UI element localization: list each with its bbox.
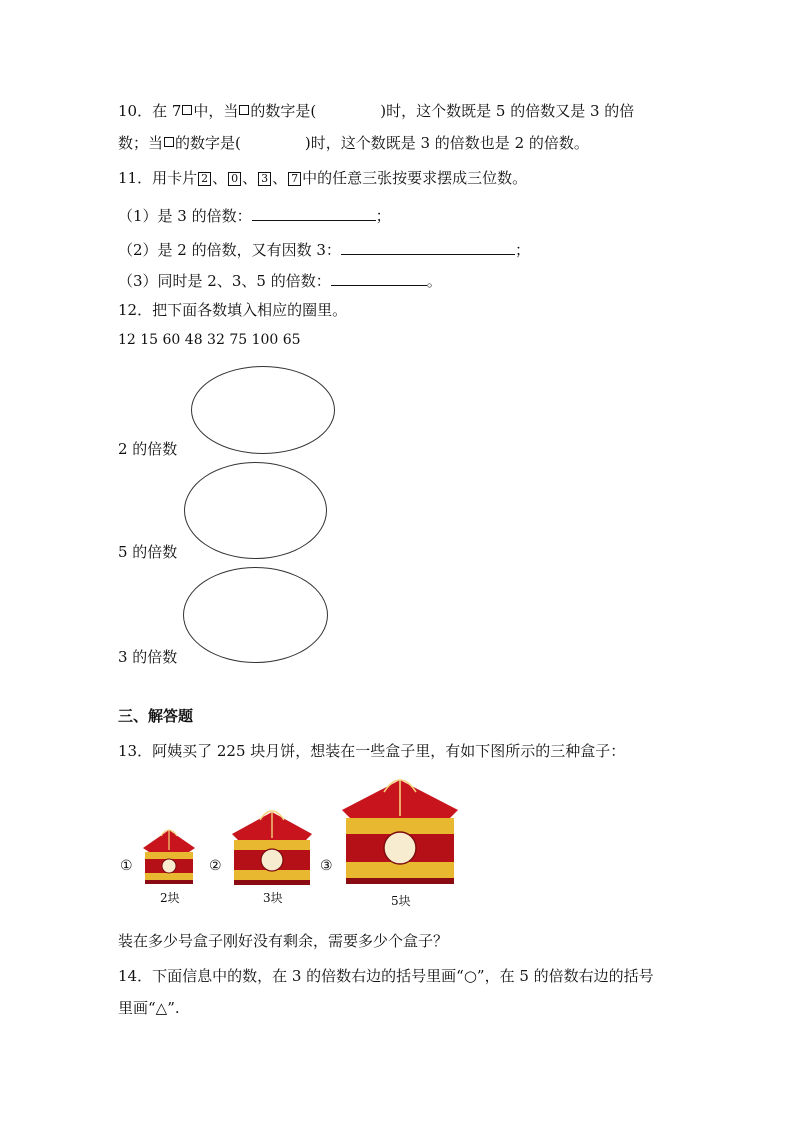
multiples-of-2-circle[interactable] <box>191 366 335 454</box>
mooncake-box-medium-image <box>226 808 318 888</box>
q13-stem: 13．阿姨买了 225 块月饼，想装在一些盒子里，有如下图所示的三种盒子： <box>118 742 626 760</box>
label-multiples-of-2: 2 的倍数 <box>118 440 178 458</box>
box-label-2: 3块 <box>263 891 283 905</box>
label-multiples-of-3: 3 的倍数 <box>118 648 178 666</box>
q12-stem: 12．把下面各数填入相应的圈里。 <box>118 301 348 319</box>
mooncake-box-large-image <box>336 776 464 888</box>
box-placeholder-icon <box>239 105 249 115</box>
box-number-3: ③ <box>320 858 333 874</box>
q11-answer-line-2[interactable] <box>341 239 515 255</box>
multiples-of-3-circle[interactable] <box>183 567 328 663</box>
q14-line2: 里画“△”. <box>118 999 180 1017</box>
box-number-1: ① <box>120 858 133 874</box>
q14-line1: 14．下面信息中的数，在 3 的倍数右边的括号里画“○”，在 5 的倍数右边的括号 <box>118 967 654 985</box>
multiples-of-5-circle[interactable] <box>184 462 327 559</box>
box-number-2: ② <box>209 858 222 874</box>
q11-answer-line-3[interactable] <box>331 270 427 286</box>
label-multiples-of-5: 5 的倍数 <box>118 543 178 561</box>
q11-stem: 11．用卡片 2 、 0 、 3 、 7 中的任意三张按要求摆成三位数。 <box>118 169 528 187</box>
box-placeholder-icon <box>164 137 174 147</box>
number-card: 3 <box>258 172 271 186</box>
q10-line1: 10．在 7 中，当 的数字是( )时，这个数既是 5 的倍数又是 3 的倍 <box>118 102 635 120</box>
number-card: 2 <box>198 172 211 186</box>
mooncake-box-small-image <box>137 826 201 888</box>
box-label-1: 2块 <box>160 891 180 905</box>
q11-sub2: （2）是 2 的倍数，又有因数 3： ； <box>118 241 530 259</box>
section-title: 三、解答题 <box>118 707 194 725</box>
number-card: 0 <box>228 172 241 186</box>
box-label-3: 5块 <box>391 894 411 908</box>
q12-numbers: 12 15 60 48 32 75 100 65 <box>118 332 301 348</box>
q13-question: 装在多少号盒子刚好没有剩余，需要多少个盒子？ <box>118 932 449 950</box>
q11-sub1: （1）是 3 的倍数： ； <box>118 207 391 225</box>
number-card: 7 <box>288 172 301 186</box>
q10-line2: 数；当 的数字是( )时，这个数既是 3 的倍数也是 2 的倍数。 <box>118 134 589 152</box>
q11-answer-line-1[interactable] <box>252 205 376 221</box>
q11-sub3: （3）同时是 2、3、5 的倍数： 。 <box>118 272 442 290</box>
box-placeholder-icon <box>182 105 192 115</box>
